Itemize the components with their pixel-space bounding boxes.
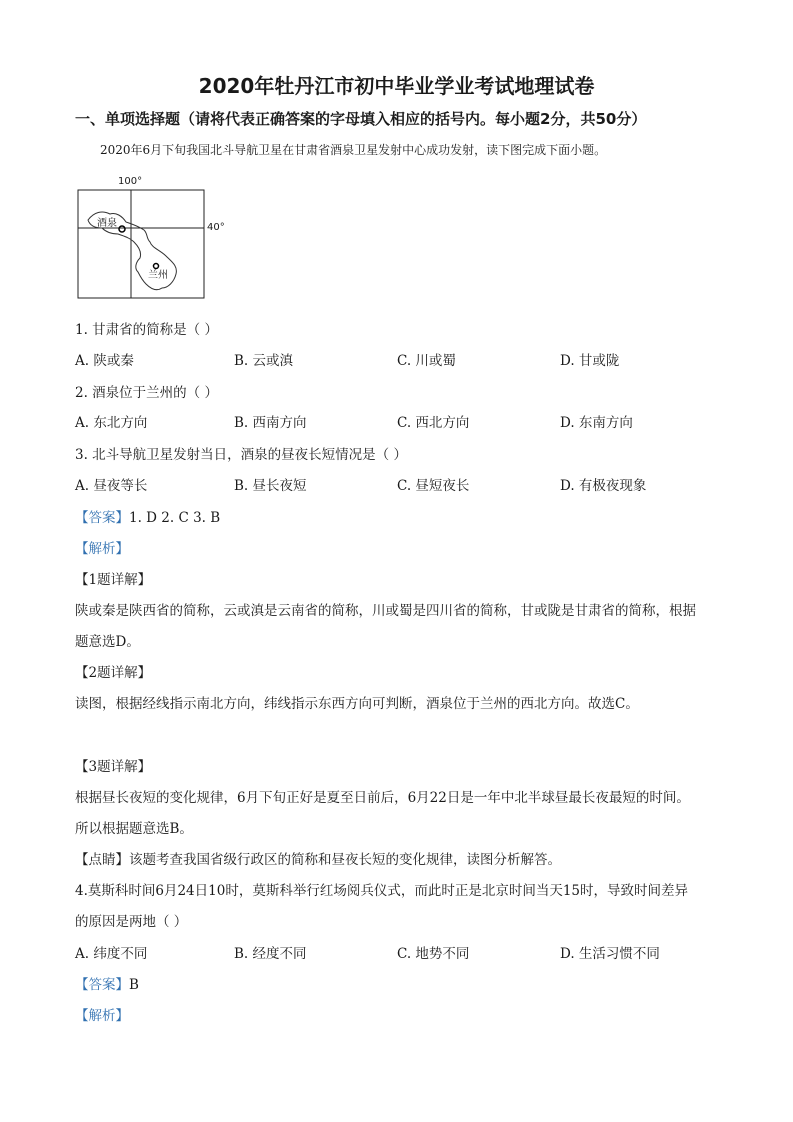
question-4-stem-line-1: 4.莫斯科时间6月24日10时，莫斯科举行红场阅兵仪式，而此时正是北京时间当天15时，导致时间差异 — [75, 883, 689, 899]
answer-tag: 【答案】 — [75, 977, 129, 993]
longitude-label: 100° — [118, 176, 143, 187]
q2-option-b: B. 西南方向 — [234, 415, 307, 431]
q2-option-a: A. 东北方向 — [75, 415, 148, 431]
q3-option-b: B. 昼长夜短 — [234, 478, 307, 494]
q3-option-d: D. 有极夜现象 — [560, 478, 647, 494]
latitude-label: 40° — [207, 222, 225, 233]
q4-option-b: B. 经度不同 — [234, 946, 307, 962]
gansu-map — [76, 176, 226, 302]
map-frame — [78, 190, 204, 298]
page-title: 2020年牡丹江市初中毕业学业考试地理试卷 — [198, 74, 595, 98]
answer-tag: 【答案】 — [75, 510, 129, 526]
q4-option-a: A. 纬度不同 — [75, 946, 148, 962]
question-2-stem: 2. 酒泉位于兰州的（ ） — [75, 385, 218, 401]
city-jiuquan-label: 酒泉 — [97, 218, 117, 229]
q2-option-d: D. 东南方向 — [560, 415, 633, 431]
city-lanzhou-label: 兰州 — [148, 270, 168, 281]
detail-2-line-1: 读图，根据经线指示南北方向，纬线指示东西方向可判断，酒泉位于兰州的西北方向。故选C。 — [75, 696, 639, 712]
analysis-tag-1: 【解析】 — [75, 541, 129, 557]
detail-1-line-2: 题意选D。 — [75, 634, 140, 650]
question-1-stem: 1. 甘肃省的简称是（ ） — [75, 322, 218, 338]
jiuquan-marker — [119, 226, 125, 232]
detail-2-heading: 【2题详解】 — [75, 665, 152, 681]
answer-text: 1. D 2. C 3. B — [129, 510, 221, 526]
q1-option-b: B. 云或滇 — [234, 353, 294, 369]
detail-3-line-1: 根据昼长夜短的变化规律，6月下旬正好是夏至日前后，6月22日是一年中北半球昼最长夜最短的时间。 — [75, 790, 690, 806]
detail-1-heading: 【1题详解】 — [75, 572, 152, 588]
answer-row-4 — [75, 973, 139, 993]
detail-1-line-1: 陕或秦是陕西省的简称，云或滇是云南省的简称，川或蜀是四川省的简称，甘或陇是甘肃省的简称，根据 — [75, 603, 696, 619]
q1-option-c: C. 川或蜀 — [397, 353, 456, 369]
q1-option-d: D. 甘或陇 — [560, 353, 620, 369]
q4-option-d: D. 生活习惯不同 — [560, 946, 660, 962]
section-heading: 一、单项选择题（请将代表正确答案的字母填入相应的括号内。每小题2分，共50分） — [75, 110, 647, 128]
question-3-stem: 3. 北斗导航卫星发射当日，酒泉的昼夜长短情况是（ ） — [75, 447, 407, 463]
q2-option-c: C. 西北方向 — [397, 415, 470, 431]
detail-3-heading: 【3题详解】 — [75, 759, 152, 775]
q1-option-a: A. 陕或秦 — [75, 353, 134, 369]
intro-text: 2020年6月下旬我国北斗导航卫星在甘肃省酒泉卫星发射中心成功发射，读下图完成下面小题。 — [100, 143, 607, 157]
q4-option-c: C. 地势不同 — [397, 946, 470, 962]
answer-row-1 — [75, 506, 220, 526]
comment-line: 【点睛】该题考查我国省级行政区的简称和昼夜长短的变化规律，读图分析解答。 — [75, 852, 561, 868]
q3-option-a: A. 昼夜等长 — [75, 478, 148, 494]
analysis-tag-4: 【解析】 — [75, 1008, 129, 1024]
answer-text: B — [129, 977, 139, 993]
q3-option-c: C. 昼短夜长 — [397, 478, 470, 494]
detail-3-line-2: 所以根据题意选B。 — [75, 821, 193, 837]
question-4-stem-line-2: 的原因是两地（ ） — [75, 914, 188, 930]
